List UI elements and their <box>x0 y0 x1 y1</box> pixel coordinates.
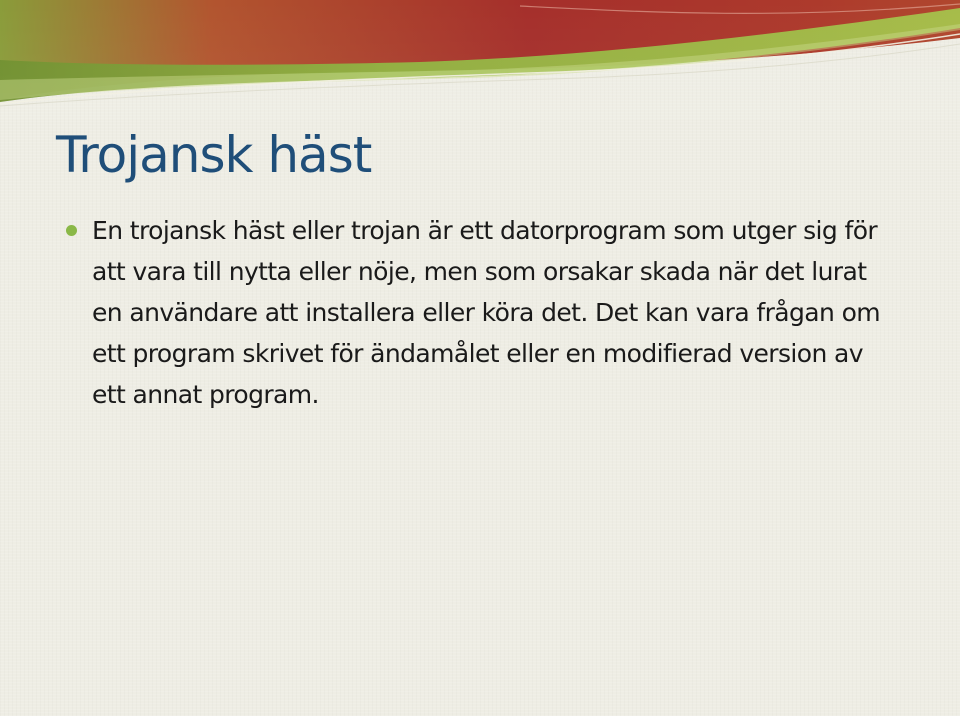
bullet-list <box>66 210 886 415</box>
bullet-text: En trojansk häst eller trojan är ett datorprogram som utger sig för att vara till nytta eller nöje, men som orsakar skada när det lurat en användare att installera eller köra det. Det kan vara frågan om ett program skrivet för ändamålet eller en modifierad version av ett annat program. <box>92 216 881 409</box>
bullet-dot-icon <box>66 225 77 236</box>
bullet-item <box>66 210 886 415</box>
slide-title: Trojansk häst <box>56 126 372 184</box>
header-banner <box>0 0 960 120</box>
